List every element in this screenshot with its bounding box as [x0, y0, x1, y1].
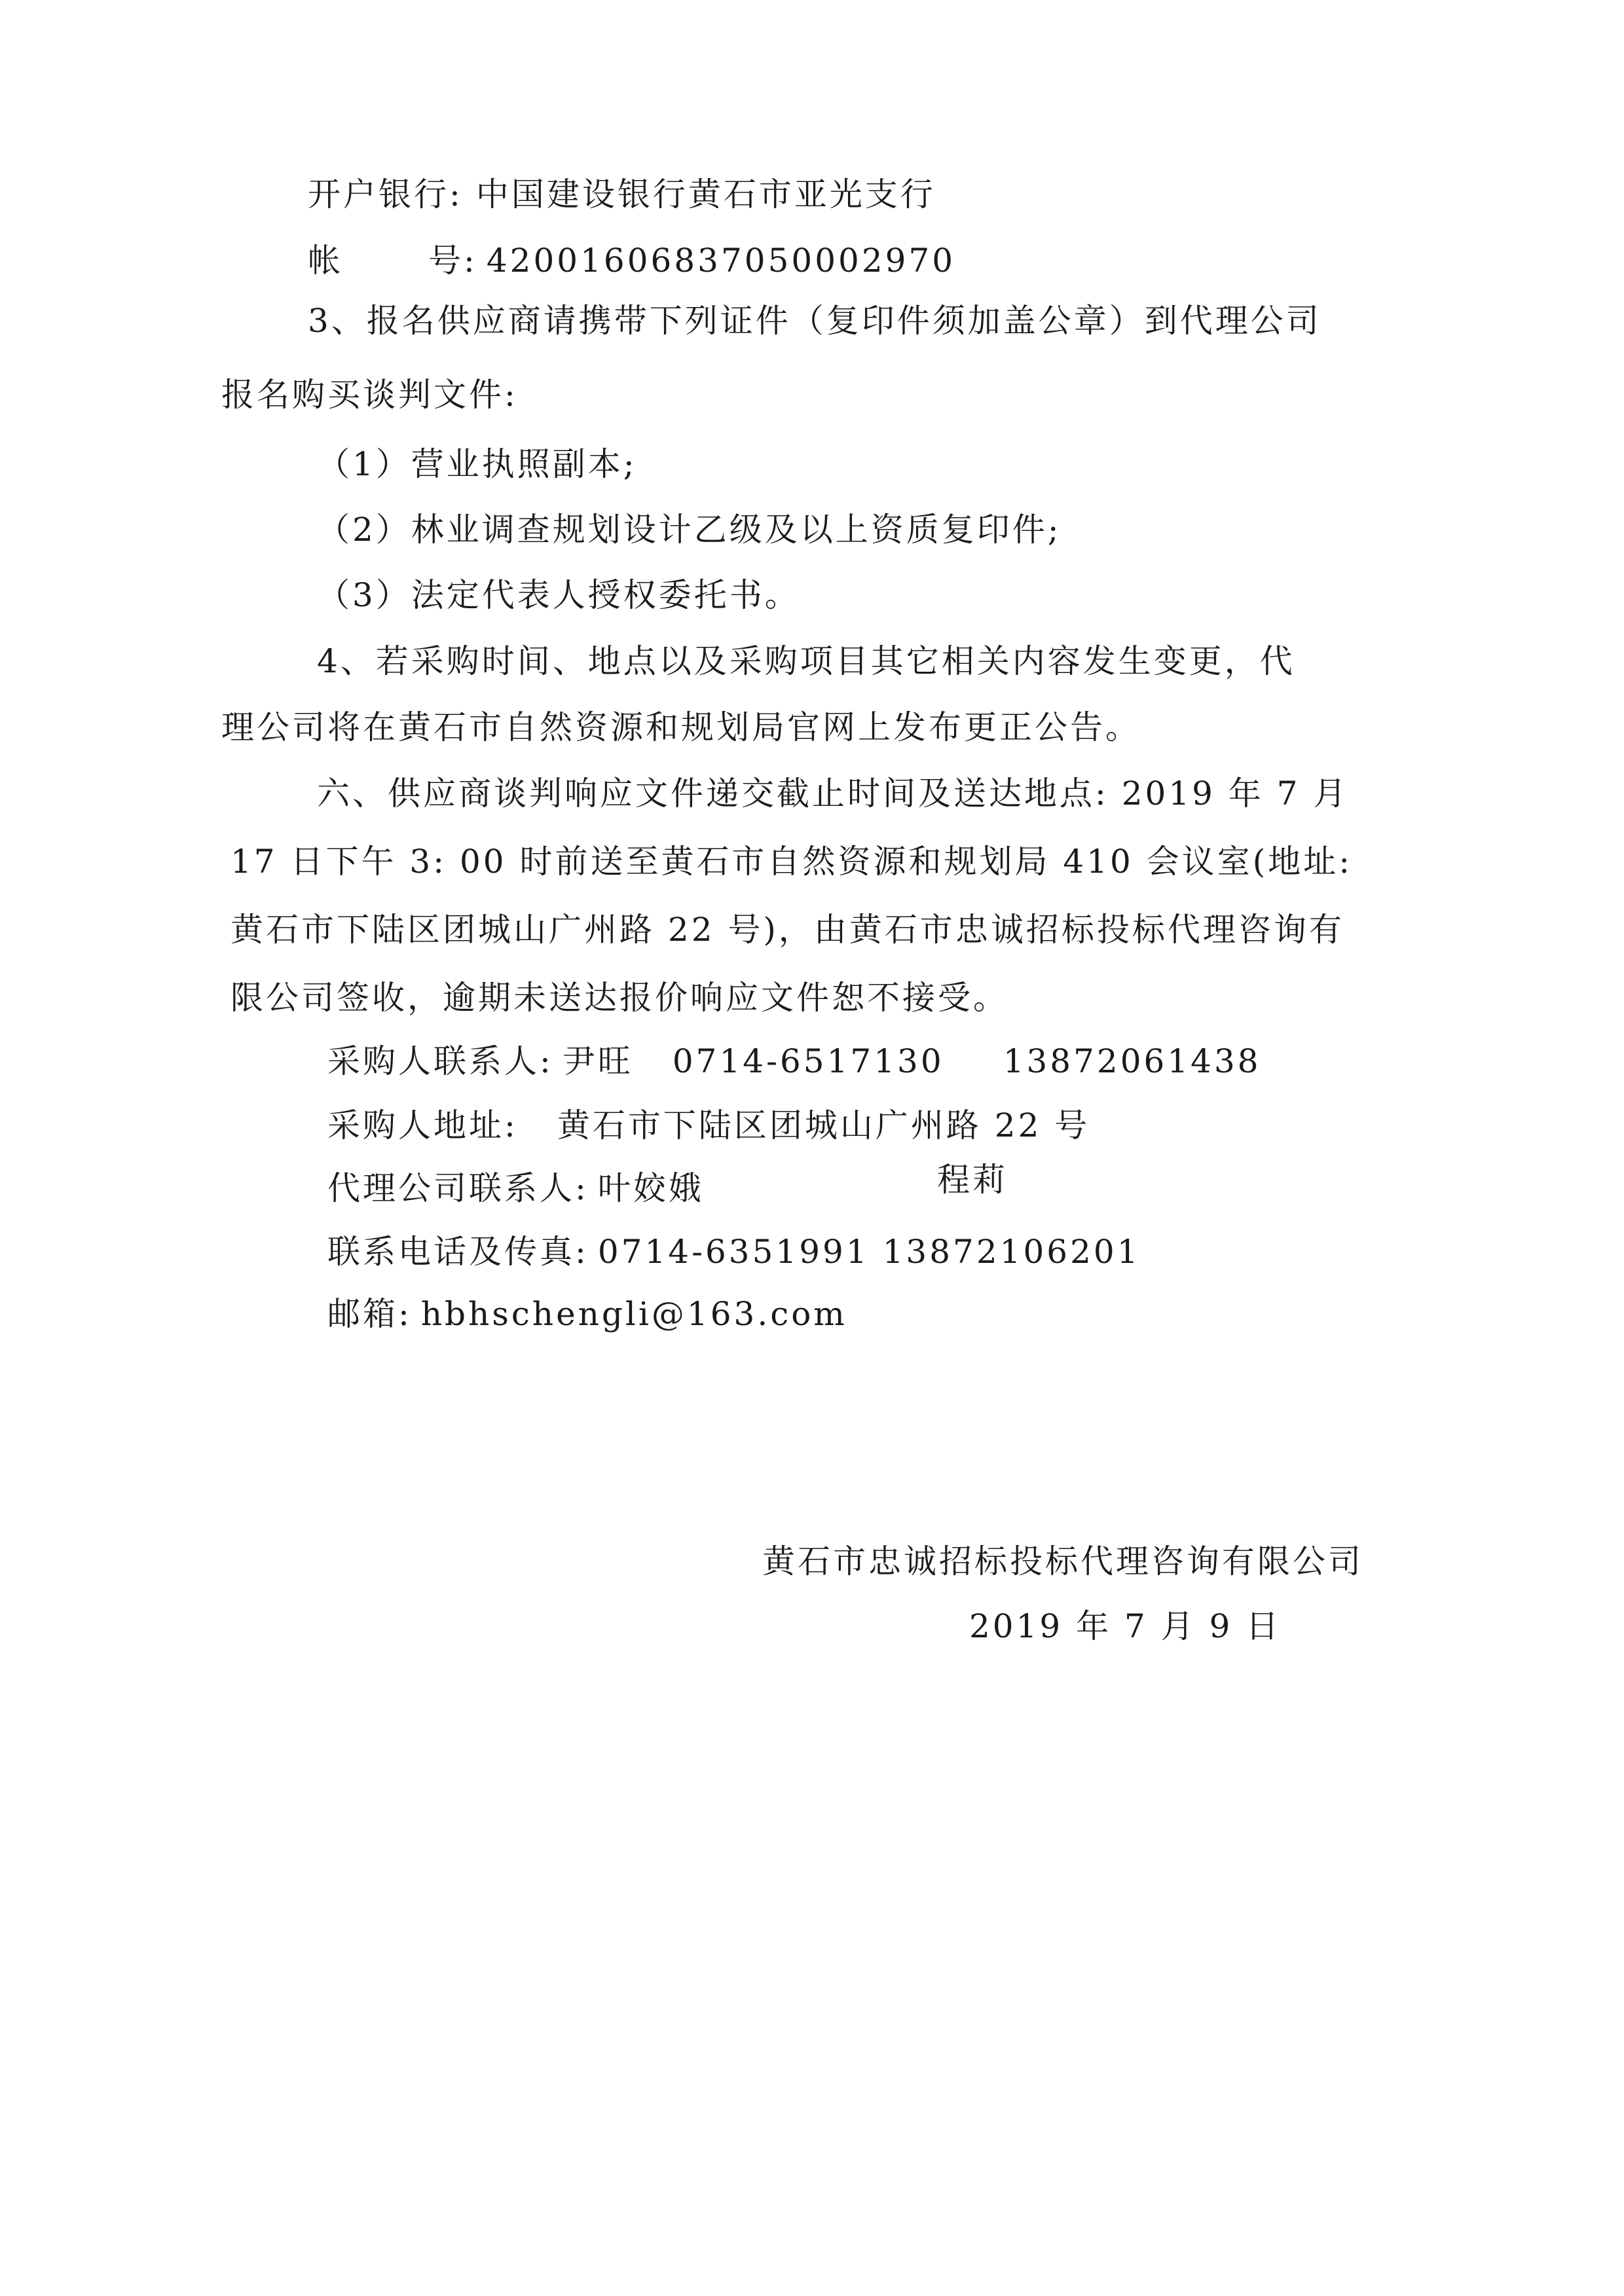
agent-contact-name-1: 叶姣娥 [597, 1169, 704, 1207]
account-label-a: 帐 [308, 242, 343, 280]
email-label: 邮箱: [327, 1295, 412, 1333]
section6-line1: 六、供应商谈判响应文件递交截止时间及送达地点: 2019 年 7 月 [317, 774, 1349, 812]
item3-list-item-2: （2）林业调查规划设计乙级及以上资质复印件; [317, 511, 1061, 549]
section6-line2: 17 日下午 3: 00 时前送至黄石市自然资源和规划局 410 会议室(地址: [231, 843, 1353, 881]
item3-list-item-3: （3）法定代表人授权委托书。 [317, 576, 800, 614]
item3-list-item-1: （1）营业执照副本; [317, 445, 637, 483]
item4-line1: 4、若采购时间、地点以及采购项目其它相关内容发生变更，代 [317, 642, 1295, 680]
bank-line [308, 173, 936, 215]
bank-value: 中国建设银行黄石市亚光支行 [475, 175, 936, 213]
agent-contact-label: 代理公司联系人: [327, 1169, 589, 1207]
phone-fax-line [327, 1231, 1141, 1273]
section6-line4: 限公司签收，逾期未送达报价响应文件恕不接受。 [231, 979, 1008, 1017]
purchaser-phone: 0714-6517130 [672, 1042, 944, 1080]
purchaser-address-label: 采购人地址: [327, 1106, 518, 1144]
agent-contact-name-2: 程莉 [937, 1161, 1008, 1199]
item3-line2: 报名购买谈判文件: [221, 376, 518, 414]
email-value: hbhschengli@163.com [420, 1295, 847, 1333]
agent-contact-line [327, 1167, 704, 1209]
item4-line2: 理公司将在黄石市自然资源和规划局官网上发布更正公告。 [221, 708, 1141, 746]
account-label-b: 号: [428, 242, 477, 280]
purchaser-contact-label: 采购人联系人: [327, 1042, 553, 1080]
purchaser-mobile: 13872061438 [1003, 1042, 1261, 1080]
signature-date: 2019 年 7 月 9 日 [969, 1607, 1282, 1645]
account-line [308, 240, 955, 282]
item3-line1: 3、报名供应商请携带下列证件（复印件须加盖公章）到代理公司 [308, 302, 1321, 340]
email-line [327, 1293, 847, 1335]
purchaser-address: 黄石市下陆区团城山广州路 22 号 [557, 1106, 1090, 1144]
purchaser-contact-name: 尹旺 [562, 1042, 633, 1080]
section6-line3: 黄石市下陆区团城山广州路 22 号)，由黄石市忠诚招标投标代理咨询有 [231, 911, 1344, 949]
phone-fax-label: 联系电话及传真: [327, 1233, 589, 1271]
purchaser-address-line [327, 1104, 1090, 1146]
account-value: 42001606837050002970 [486, 242, 956, 280]
phone-fax-value: 0714-6351991 13872106201 [597, 1233, 1141, 1271]
bank-label: 开户银行: [308, 175, 463, 213]
purchaser-contact-line [327, 1040, 1261, 1082]
signature-company: 黄石市忠诚招标投标代理咨询有限公司 [762, 1542, 1363, 1580]
